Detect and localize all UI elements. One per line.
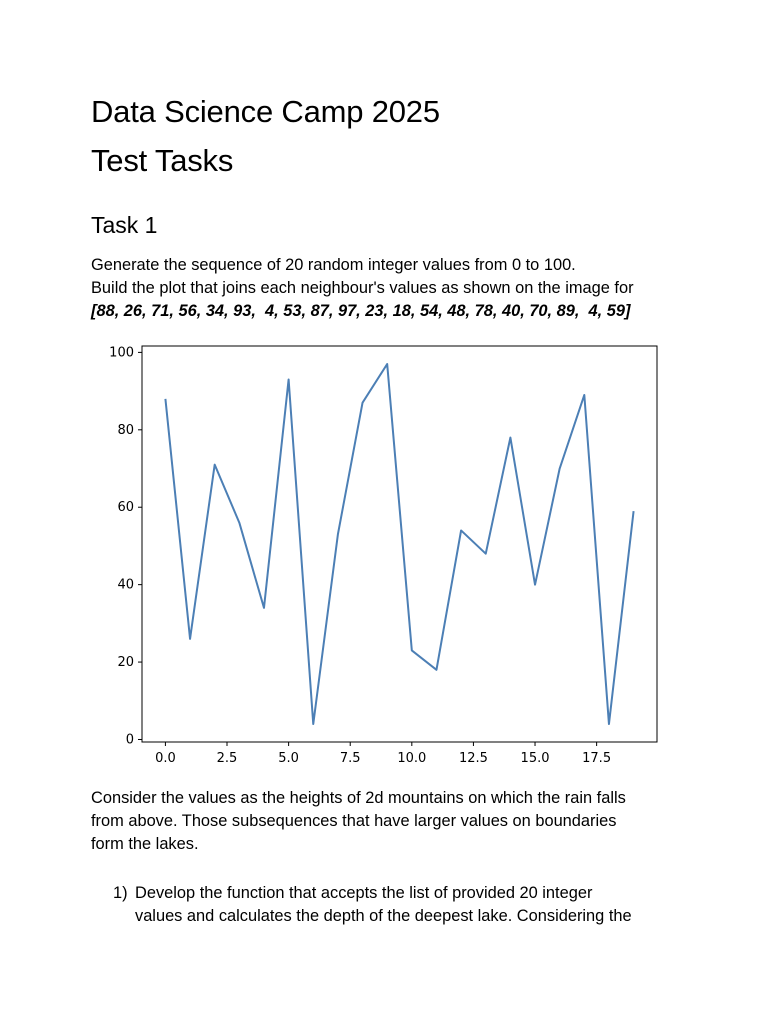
x-tick-label: 10.0 — [397, 751, 427, 766]
list-item-line-2: values and calculates the depth of the deepest lake. Considering the — [135, 907, 632, 925]
x-tick-label: 17.5 — [582, 751, 612, 766]
section-heading: Task 1 — [91, 212, 158, 238]
x-tick-label: 5.0 — [278, 751, 299, 766]
x-tick-label: 7.5 — [339, 751, 361, 766]
series-line — [165, 364, 633, 724]
y-tick-label: 60 — [117, 500, 134, 516]
plot-frame — [142, 346, 657, 742]
intro-paragraph — [91, 254, 691, 323]
document-title-line-1: Data Science Camp 2025 — [91, 94, 440, 129]
y-tick-label: 40 — [117, 577, 134, 593]
consider-line-2: from above. Those subsequences that have larger values on boundaries — [91, 812, 617, 830]
y-tick-label: 80 — [117, 422, 134, 438]
y-tick-label: 0 — [125, 732, 134, 748]
list-item-line-1: Develop the function that accepts the list of provided 20 integer — [135, 884, 593, 902]
consider-paragraph — [91, 787, 691, 856]
line-chart — [92, 338, 682, 778]
line-chart-svg — [92, 338, 682, 778]
x-tick-label: 12.5 — [458, 751, 488, 766]
intro-line-2: Build the plot that joins each neighbour's values as shown on the image for — [91, 279, 634, 297]
consider-line-3: form the lakes. — [91, 835, 199, 853]
list-item-text — [135, 882, 695, 928]
list-item-number: 1) — [113, 884, 128, 902]
consider-line-1: Consider the values as the heights of 2d mountains on which the rain falls — [91, 789, 626, 807]
y-tick-label: 20 — [117, 655, 134, 671]
y-tick-label: 100 — [109, 345, 134, 361]
values-list-text: [88, 26, 71, 56, 34, 93, 4, 53, 87, 97, 23, 18, 54, 48, 78, 40, 70, 89, 4, 59] — [91, 302, 631, 320]
document-title-line-2: Test Tasks — [91, 143, 234, 178]
x-tick-label: 15.0 — [520, 751, 550, 766]
x-tick-label: 2.5 — [216, 751, 238, 766]
x-tick-label: 0.0 — [155, 751, 176, 766]
intro-line-1: Generate the sequence of 20 random integer values from 0 to 100. — [91, 256, 576, 274]
